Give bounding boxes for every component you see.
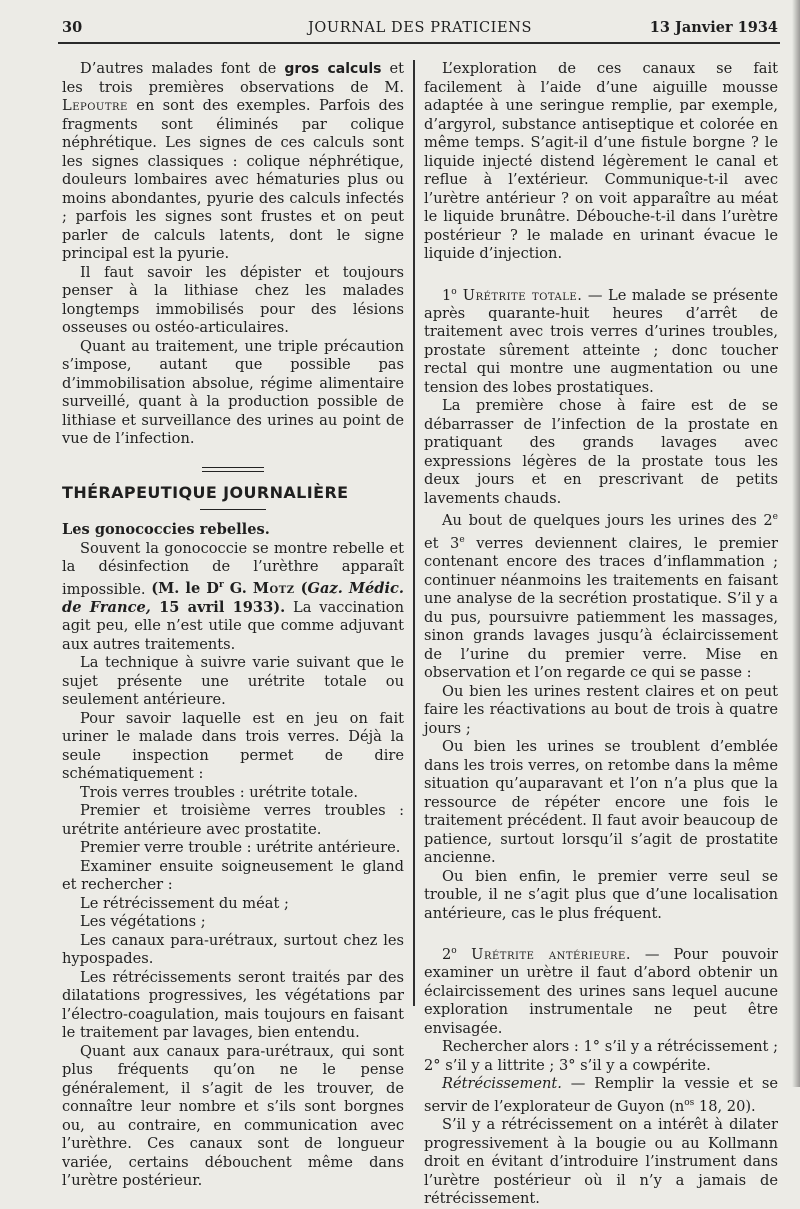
paragraph: Souvent la gonococcie se montre rebelle et la désinfection de l’urèthre apparaît impossible. (M. le $D^r$ G. Motz (Gaz. Médic. de France, 15 avril 1933). La vaccination agit peu, elle n’est utile que comme adjuvant aux autres traitements. xyxy=(62,539,404,653)
page-number: 30 xyxy=(62,19,83,36)
paragraph: Ou bien enfin, le premier verre seul se trouble, il ne s’agit plus que d’une localisation antérieure, cas le plus fréquent. xyxy=(424,867,778,922)
paragraph: D’autres malades font de gros calculs et les trois premières observations de M. Lepoutre en sont des exemples. Parfois des fragments sont éliminés par colique néphrétique. Les signes de ces calculs sont les signes classiques : colique néphrétique, douleurs lombaires avec hématuries plus ou moins abondantes, pyurie des calculs infectés ; parfois les signes sont frustes et on peut parler de calculs latents, dont le signe principal est la pyurie. xyxy=(62,60,404,262)
list-item: Premier et troisième verres troubles : urétrite antérieure avec prostatite. xyxy=(62,802,404,838)
title-underline xyxy=(200,509,266,510)
paragraph: L’exploration de ces canaux se fait facilement à l’aide d’une aiguille mousse adaptée à une seringue remplie, par exemple, d’argyrol, substance antiseptique et colorée en même temps. S’agit-il d’une fistule borgne ? le liquide injecté distend légèrement le canal et reflue à l’extérieur. Communique-t-il avec l’urètre antérieur ? on voit apparaître au méat le liquide brunâtre. Débouche-t-il dans l’urètre postérieur ? le malade en urinant évacue le liquide d’injection. xyxy=(424,60,778,262)
issue-date: 13 Janvier 1934 xyxy=(649,19,778,36)
paragraph: Au bout de quelques jours les urines des 2e et 3e verres deviennent claires, le premier contenant encore des traces d’inflammation ; continuer néanmoins les traitements en faisant une analyse de la secrétion prostatique. S’il y a du pus, poursuivre patiemment les massages, sinon grands lavages jusqu’à éclaircissement de l’urine du premier verre. Mise en observation et l’on regarde ce qui se passe : xyxy=(424,512,778,682)
list-item: Le rétrécissement du méat ; xyxy=(80,894,289,912)
header-rule xyxy=(58,42,780,44)
list-item: Premier verre trouble : urétrite antérieure. xyxy=(80,839,401,857)
paragraph: Rechercher alors : 1° s’il y a rétrécissement ; 2° s’il y a littrite ; 3° s’il y a cowpérite. xyxy=(424,1038,778,1074)
paragraph: Quant aux canaux para-urétraux, qui sont plus fréquents qu’on ne le pense généralement, il s’agit de les trouver, de connaître leur nombre et s’ils sont borgnes ou, au contraire, en communication avec l’urèthre. Ces canaux sont de longueur variée, certains débouchent même dans l’urètre postérieur. xyxy=(62,1042,404,1190)
list-item: Les végétations ; xyxy=(80,913,206,931)
paragraph: S’il y a rétrécissement on a intérêt à dilater progressivement à la bougie ou au Kollmann droit en évitant d’introduire l’instrument dans l’urètre postérieur où il n’y a jamais de rétrécissement. xyxy=(424,1116,778,1208)
paragraph: Les rétrécissements seront traités par des dilatations progressives, les végétations par l’électro-coagulation, mais toujours en faisant le traitement par lavages, bien entendu. xyxy=(62,968,404,1042)
paragraph: Il faut savoir les dépister et toujours penser à la lithiase chez les malades longtemps immobilisés pour des lésions osseuses ou ostéo-articulaires. xyxy=(62,263,404,336)
section-title: THÉRAPEUTIQUE JOURNALIÈRE xyxy=(62,482,349,502)
paragraph: 1$^o$ Urétrite totale. — Le malade se présente après quarante-huit heures d’arrêt de traitement avec trois verres d’urines troubles, prostate sûrement atteinte ; donc toucher rectal qui montre une augmentation ou une tension des lobes prostatiques. xyxy=(424,286,778,396)
paragraph: 2$^o$ Urétrite antérieure. — Pour pouvoir examiner un urètre il faut d’abord obtenir un éclaircissement des urines sans lequel aucune exploration instrumentale ne peut être envisagée. xyxy=(424,945,778,1037)
paragraph: Rétrécissement. — Remplir la vessie et se servir de l’explorateur de Guyon ($n^{os}$ 18, 20). xyxy=(424,1075,778,1115)
list-item: Les canaux para-urétraux, surtout chez les hypospades. xyxy=(62,931,404,968)
section-divider xyxy=(202,467,264,472)
paragraph: La première chose à faire est de se débarrasser de l’infection de la prostate en pratiquant des grands lavages avec expressions légères de la prostate tous les deux jours et en prescrivant de petits lavements chauds. xyxy=(424,397,778,507)
paragraph: La technique à suivre varie suivant que le sujet présente une urétrite totale ou seulement antérieure. xyxy=(62,654,404,709)
left-column xyxy=(62,60,404,1191)
article-subtitle: Les gonococcies rebelles. xyxy=(62,521,270,538)
paragraph: Ou bien les urines se troublent d’emblée dans les trois verres, on retombe dans la même situation qu’auparavant et l’on n’a plus que la ressource de répéter encore une fois le traitement précédent. Il faut avoir beaucoup de patience, surtout lorsqu’il s’agit de prostatite ancienne. xyxy=(424,738,778,867)
right-column xyxy=(424,60,778,1209)
paragraph: Examiner ensuite soigneusement le gland et rechercher : xyxy=(62,857,404,894)
list-item: Trois verres troubles : urétrite totale. xyxy=(80,783,359,801)
paragraph: Ou bien les urines restent claires et on peut faire les réactivations au bout de trois à quatre jours ; xyxy=(424,682,778,737)
page-header xyxy=(62,19,778,43)
paragraph: Quant au traitement, une triple précaution s’impose, autant que possible pas d’immobilisation absolue, régime alimentaire surveillé, quant à la production possible de lithiase et surveillance des urines au point de vue de l’infection. xyxy=(62,337,404,447)
column-separator xyxy=(413,60,415,1006)
journal-title: JOURNAL DES PRATICIENS xyxy=(308,20,532,36)
page-edge-shadow xyxy=(792,0,800,1087)
paragraph: Pour savoir laquelle est en jeu on fait uriner le malade dans trois verres. Déjà la seule inspection permet de dire schématiquement : xyxy=(62,709,404,783)
